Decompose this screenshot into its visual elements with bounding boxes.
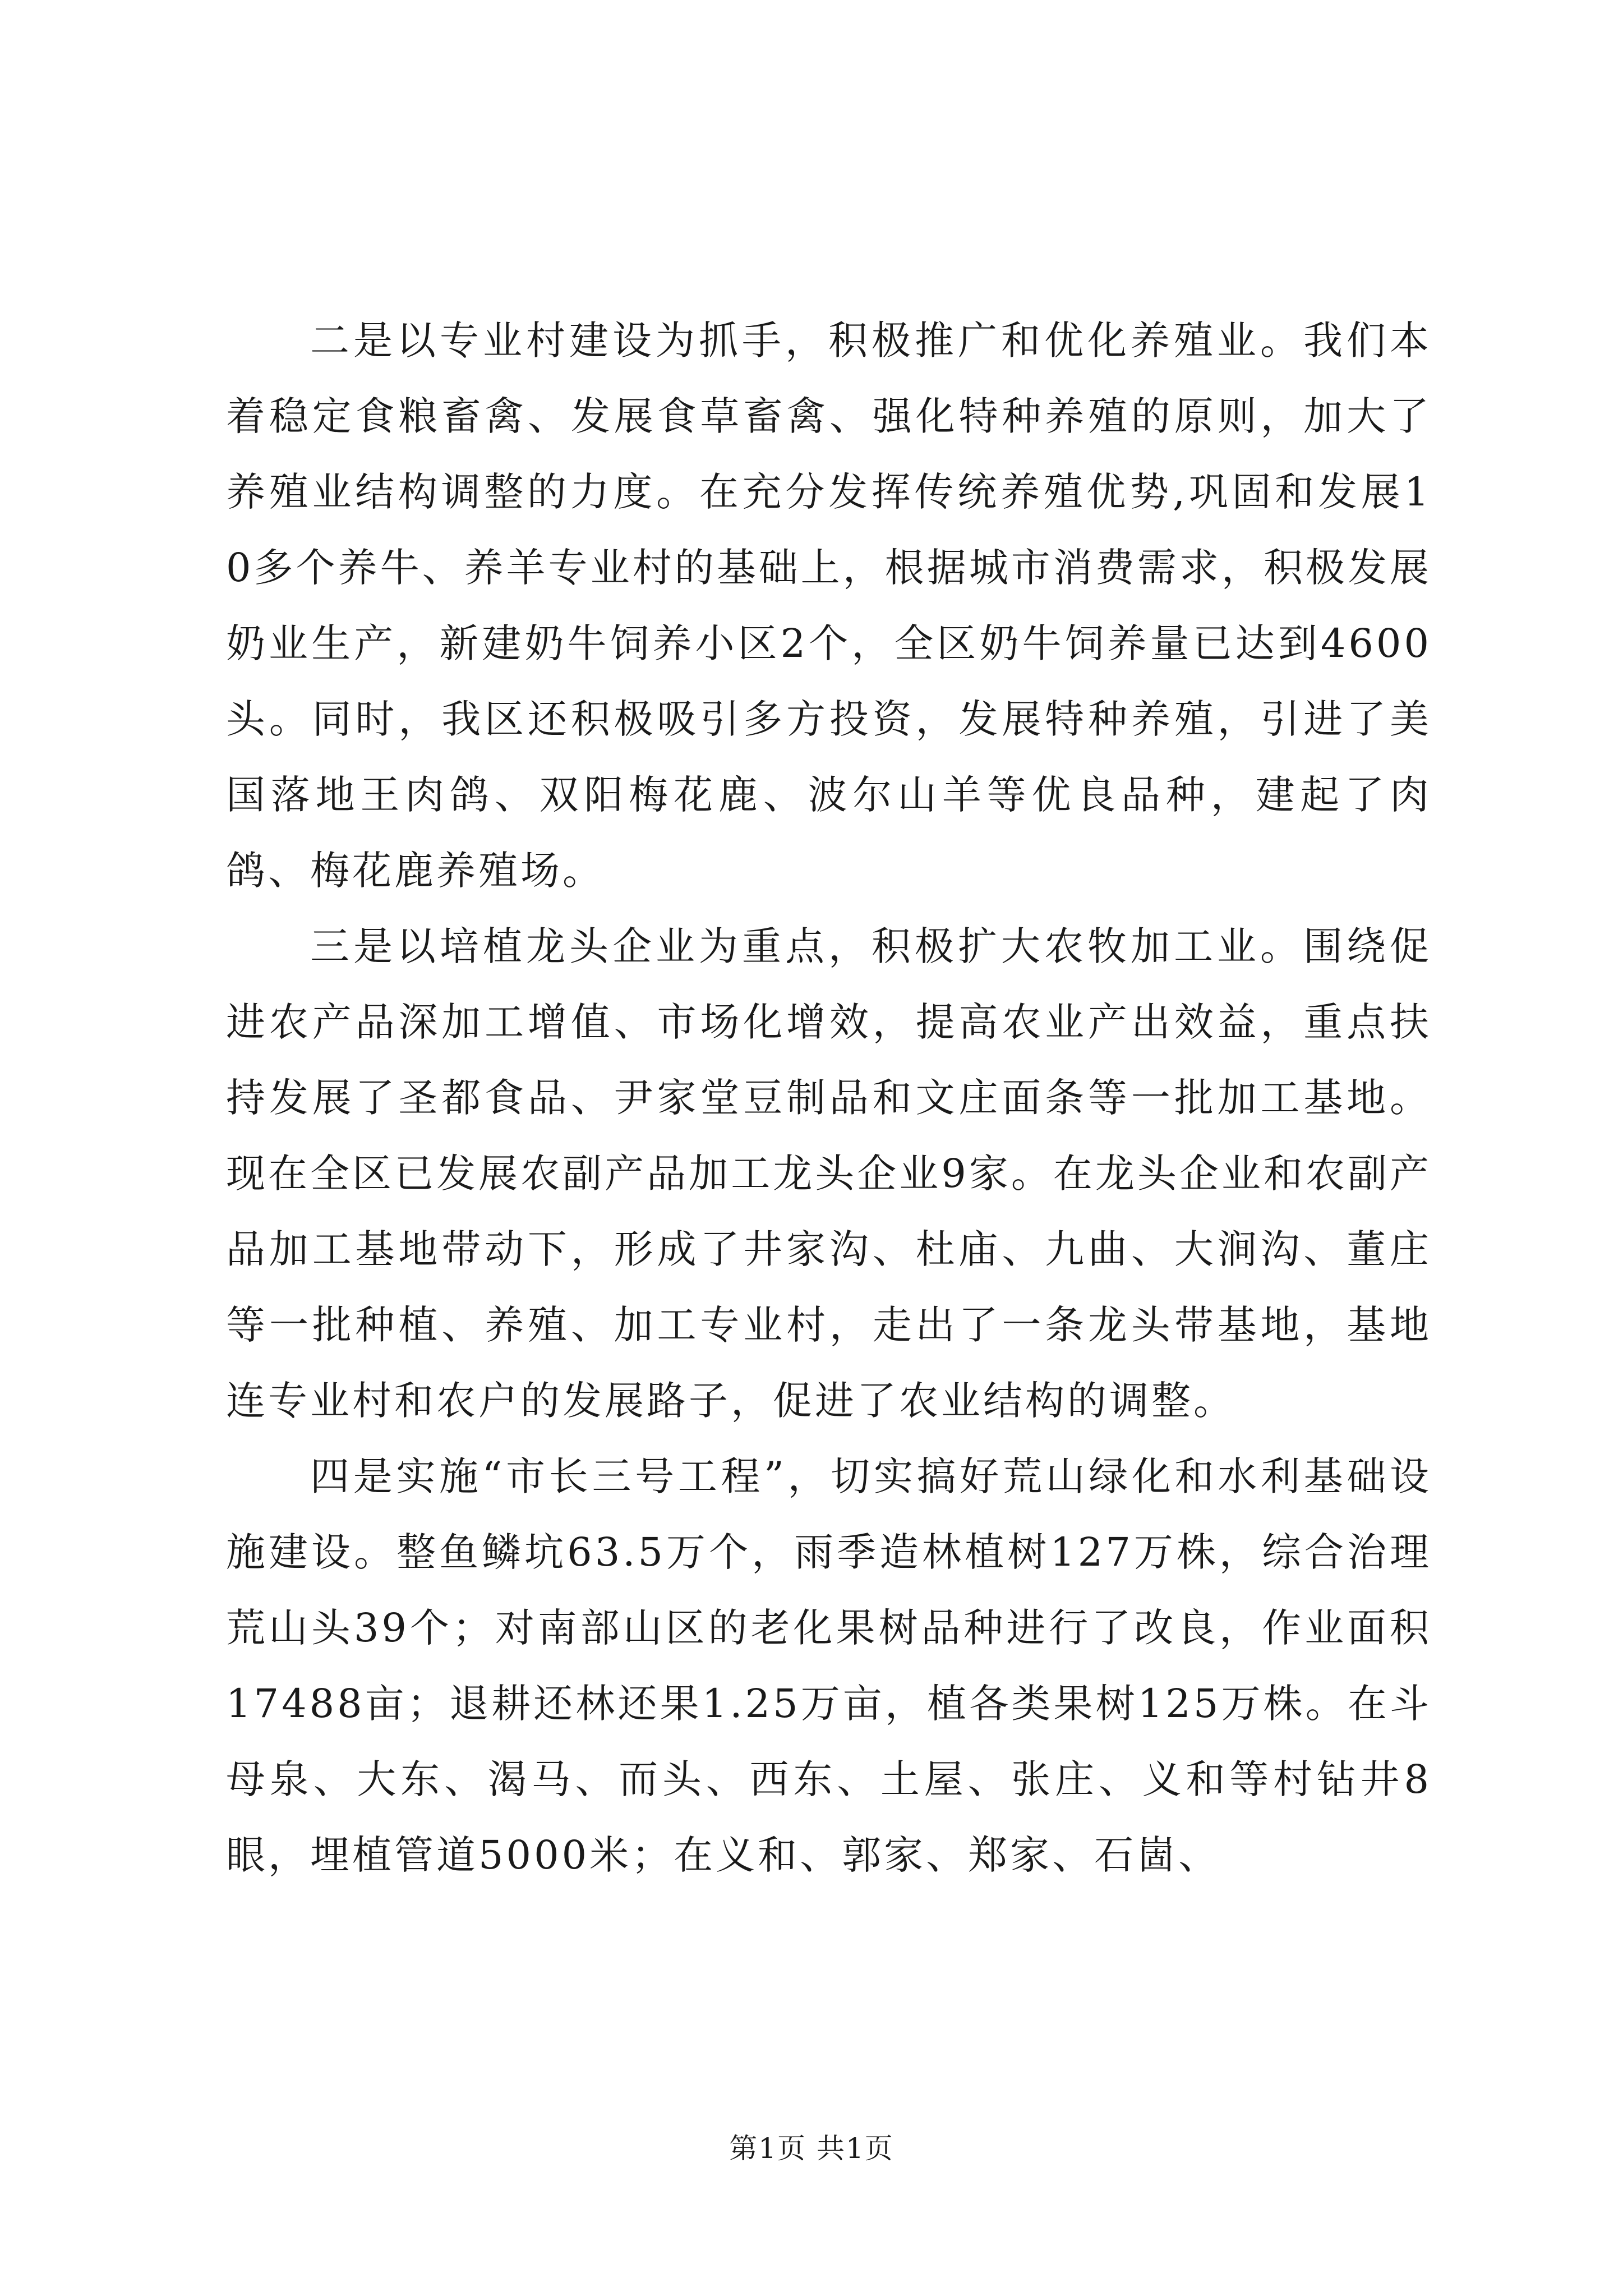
paragraph-breeding: 二是以专业村建设为抓手，积极推广和优化养殖业。我们本着稳定食粮畜禽、发展食草畜禽、强化特种养殖的原则，加大了养殖业结构调整的力度。在充分发挥传统养殖优势,巩固和发展10多个养牛、养羊专业村的基础上，根据城市消费需求，积极发展奶业生产，新建奶牛饲养小区2个，全区奶牛饲养量已达到4600头。同时，我区还积极吸引多方投资，发展特种养殖，引进了美国落地王肉鸽、双阳梅花鹿、波尔山羊等优良品种，建起了肉鸽、梅花鹿养殖场。 — [226, 318, 1432, 894]
document-body — [226, 303, 1432, 1893]
page-number-footer: 第1页 共1页 — [729, 2132, 894, 2165]
paragraph-processing: 三是以培植龙头企业为重点，积极扩大农牧加工业。围绕促进农产品深加工增值、市场化增效，提高农业产出效益，重点扶持发展了圣都食品、尹家堂豆制品和文庄面条等一批加工基地。现在全区已发展农副产品加工龙头企业9家。在龙头企业和农副产品加工基地带动下，形成了井家沟、杜庙、九曲、大涧沟、董庄等一批种植、养殖、加工专业村，走出了一条龙头带基地，基地连专业村和农户的发展路子，促进了农业结构的调整。 — [226, 923, 1432, 1424]
paragraph-afforestation: 四是实施“市长三号工程”，切实搞好荒山绿化和水利基础设施建设。整鱼鳞坑63.5万个，雨季造林植树127万株，综合治理荒山头39个；对南部山区的老化果树品种进行了改良，作业面积17488亩；退耕还林还果1.25万亩，植各类果树125万株。在斗母泉、大东、渴马、而头、西东、土屋、张庄、义和等村钻井8眼，埋植管道5000米；在义和、郭家、郑家、石崮、 — [226, 1453, 1432, 1878]
